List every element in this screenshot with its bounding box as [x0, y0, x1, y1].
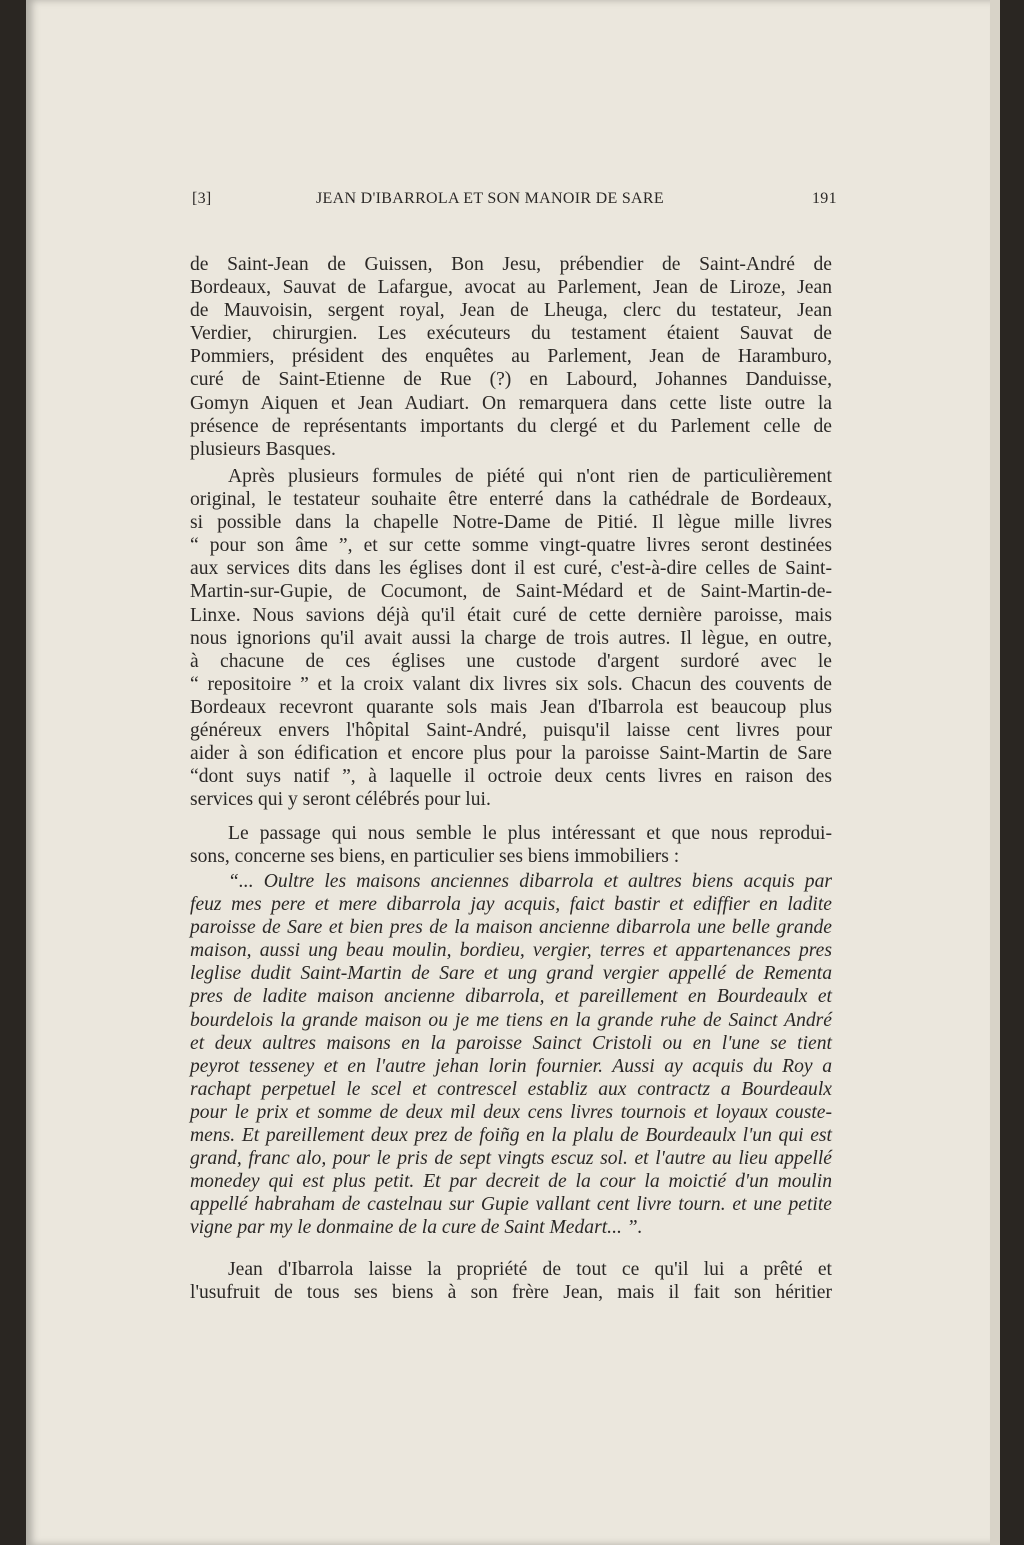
text-line: de Mauvoisin, sergent royal, Jean de Lheuga, clerc du testateur, Jean: [190, 300, 832, 322]
text-line: de Saint-Jean de Guissen, Bon Jesu, prébendier de Saint-André de: [190, 254, 832, 275]
text-line: curé de Saint-Etienne de Rue (?) en Labourd, Johannes Danduisse,: [190, 369, 832, 391]
text-line: plusieurs Basques.: [190, 438, 336, 460]
text-line: Pommiers, président des enquêtes au Parlement, Jean de Haramburo,: [190, 346, 832, 368]
text-line: Après plusieurs formules de piété qui n'ont rien de particulièrement: [228, 466, 832, 487]
quotation-block: [190, 870, 832, 1240]
text-line: pres de ladite maison ancienne dibarrola, et pareillement en Bourdeaulx et: [190, 986, 832, 1008]
text-line: bourdelois la grande maison ou je me tiens en la grande ruhe de Sainct André: [190, 1009, 832, 1031]
text-line: paroisse de Sare et bien pres de la maison ancienne dibarrola une belle grande: [190, 917, 832, 939]
paragraph-witnesses: [190, 253, 832, 461]
text-line: nous ignorions qu'il avait aussi la charge de trois autres. Il lègue, en outre,: [190, 627, 832, 649]
text-line: mens. Et pareillement deux prez de foiñg en la plalu de Bourdeaulx l'un qui est: [190, 1125, 832, 1147]
text-line: à chacune de ces églises une custode d'argent surdoré avec le: [190, 650, 832, 672]
text-line: généreux envers l'hôpital Saint-André, puisqu'il laisse cent livres pour: [190, 720, 832, 742]
text-line: monedey qui est plus petit. Et par decreit de la cour la moictié d'un moulin: [190, 1171, 832, 1193]
text-line: appellé habraham de castelnau sur Gupie vallant cent livre tourn. et une petite: [190, 1194, 832, 1216]
paragraph-testament: [190, 465, 832, 811]
text-line: Linxe. Nous savions déjà qu'il était curé de cette dernière paroisse, mais: [190, 604, 832, 626]
page-number: 191: [812, 190, 837, 207]
text-line: leglise dudit Saint-Martin de Sare et ung grand vergier appellé de Rementa: [190, 963, 832, 985]
paragraph-heir: [190, 1258, 832, 1304]
text-line: pour le prix et somme de deux mil deux cens livres tournois et loyaux couste-: [190, 1101, 832, 1123]
text-line: l'usufruit de tous ses biens à son frère Jean, mais il fait son héritier: [190, 1282, 832, 1304]
text-line: présence de représentants importants du clergé et du Parlement celle de: [190, 415, 832, 437]
text-line: peyrot tesseney et en l'autre jehan lorin fournier. Aussi ay acquis du Roy a: [190, 1055, 832, 1077]
text-line: maison, aussi ung beau moulin, bordieu, vergier, terres et appartenances pres: [190, 940, 832, 962]
text-line: original, le testateur souhaite être enterré dans la cathédrale de Bordeaux,: [190, 489, 832, 511]
text-line: “dont suys natif ”, à laquelle il octroie deux cents livres en raison des: [190, 766, 832, 788]
text-line: et deux aultres maisons en la paroisse Sainct Cristoli ou en l'une se tient: [190, 1032, 832, 1054]
text-line: grand, franc alo, pour le pris de sept vingts escuz sol. et l'autre au lieu appellé: [190, 1148, 832, 1170]
text-line: Martin-sur-Gupie, de Cocumont, de Saint-Médard et de Saint-Martin-de-: [190, 581, 832, 603]
text-line: si possible dans la chapelle Notre-Dame de Pitié. Il lègue mille livres: [190, 512, 832, 534]
running-title: JEAN D'IBARROLA ET SON MANOIR DE SARE: [316, 190, 664, 207]
paragraph-passage-intro: [190, 822, 832, 868]
text-line: aux services dits dans les églises dont il est curé, c'est-à-dire celles de Saint-: [190, 558, 832, 580]
text-line: rachapt perpetuel le scel et contrescel establiz aux contractz a Bourdeaulx: [190, 1078, 832, 1100]
text-line: Le passage qui nous semble le plus intéressant et que nous reprodui-: [228, 823, 832, 844]
text-line: Bordeaux recevront quarante sols mais Jean d'Ibarrola est beaucoup plus: [190, 696, 832, 718]
text-line: “ repositoire ” et la croix valant dix livres six sols. Chacun des couvents de: [190, 673, 832, 695]
page-edge: [990, 0, 1000, 1545]
text-line: sons, concerne ses biens, en particulier ses biens immobiliers :: [190, 846, 680, 868]
text-line: vigne par my le donmaine de la cure de Saint Medart... ”.: [190, 1217, 643, 1239]
text-line: Jean d'Ibarrola laisse la propriété de tout ce qu'il lui a prêté et: [228, 1259, 832, 1280]
text-line: feuz mes pere et mere dibarrola jay acquis, faict bastir et ediffier en ladite: [190, 894, 832, 916]
text-line: Verdier, chirurgien. Les exécuteurs du testament étaient Sauvat de: [190, 323, 832, 345]
text-line: “... Oultre les maisons anciennes dibarrola et aultres biens acquis par: [228, 871, 832, 892]
text-line: “ pour son âme ”, et sur cette somme vingt-quatre livres seront destinées: [190, 535, 832, 557]
text-line: Bordeaux, Sauvat de Lafargue, avocat au Parlement, Jean de Liroze, Jean: [190, 277, 832, 299]
text-line: Gomyn Aiquen et Jean Audiart. On remarquera dans cette liste outre la: [190, 392, 832, 414]
text-line: services qui y seront célébrés pour lui.: [190, 789, 491, 811]
text-line: aider à son édification et encore plus pour la paroisse Saint-Martin de Sare: [190, 743, 832, 765]
section-number: [3]: [192, 190, 212, 207]
